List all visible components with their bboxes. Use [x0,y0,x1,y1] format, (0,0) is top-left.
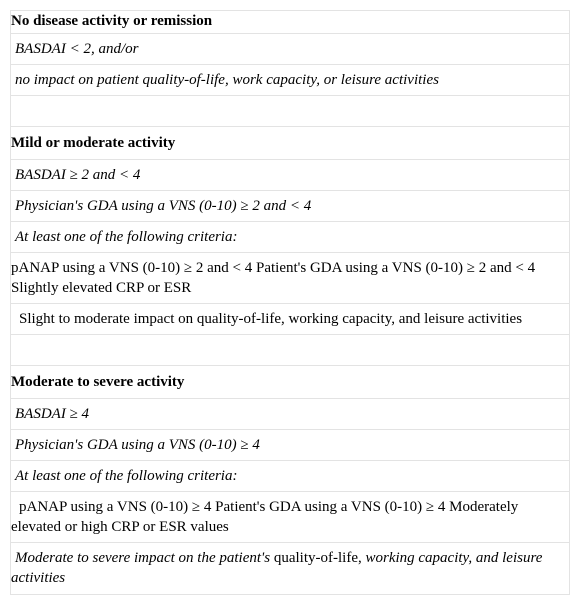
table-row [11,222,569,253]
spacer-row [11,96,569,127]
impact-text-part3: working capacity, and leisure activities [11,550,543,586]
criterion-text: pANAP using a VNS (0-10) ≥ 2 and < 4 Patient's GDA using a VNS (0-10) ≥ 2 and < 4 Slightly elevated CRP or ESR [11,260,536,296]
table-row [11,430,569,461]
section-heading-row [11,366,569,399]
table-row [11,461,569,492]
section-heading: No disease activity or remission [11,13,213,29]
criterion-text: Slight to moderate impact on quality-of-life, working capacity, and leisure activities [19,311,523,327]
criterion-text: BASDAI < 2, and/or [15,41,139,57]
criterion-text: At least one of the following criteria: [15,229,238,245]
impact-text-part2: quality-of-life, [273,550,366,566]
table-row [11,34,569,65]
table-row [11,492,569,543]
criterion-text: pANAP using a VNS (0-10) ≥ 4 Patient's GDA using a VNS (0-10) ≥ 4 Moderately elevated or high CRP or ESR values [11,499,519,535]
table-row [11,191,569,222]
section-heading-row [11,11,569,34]
table-row [11,253,569,304]
section-heading: Mild or moderate activity [11,135,176,151]
section-heading-row [11,127,569,160]
criterion-text: Physician's GDA using a VNS (0-10) ≥ 2 and < 4 [15,198,312,214]
criterion-text: At least one of the following criteria: [15,468,238,484]
table-row [11,65,569,96]
criterion-text: no impact on patient quality-of-life, work capacity, or leisure activities [15,72,439,88]
impact-text-part1: Moderate to severe impact on the patient's [15,550,274,566]
criterion-text: Physician's GDA using a VNS (0-10) ≥ 4 [15,437,260,453]
table-row [11,160,569,191]
criterion-text: BASDAI ≥ 2 and < 4 [15,167,141,183]
criterion-text: BASDAI ≥ 4 [15,406,90,422]
disease-activity-table [10,10,570,595]
table-row [11,304,569,335]
table-row [11,399,569,430]
section-heading: Moderate to severe activity [11,374,185,390]
spacer-row [11,335,569,366]
table-row [11,543,569,595]
